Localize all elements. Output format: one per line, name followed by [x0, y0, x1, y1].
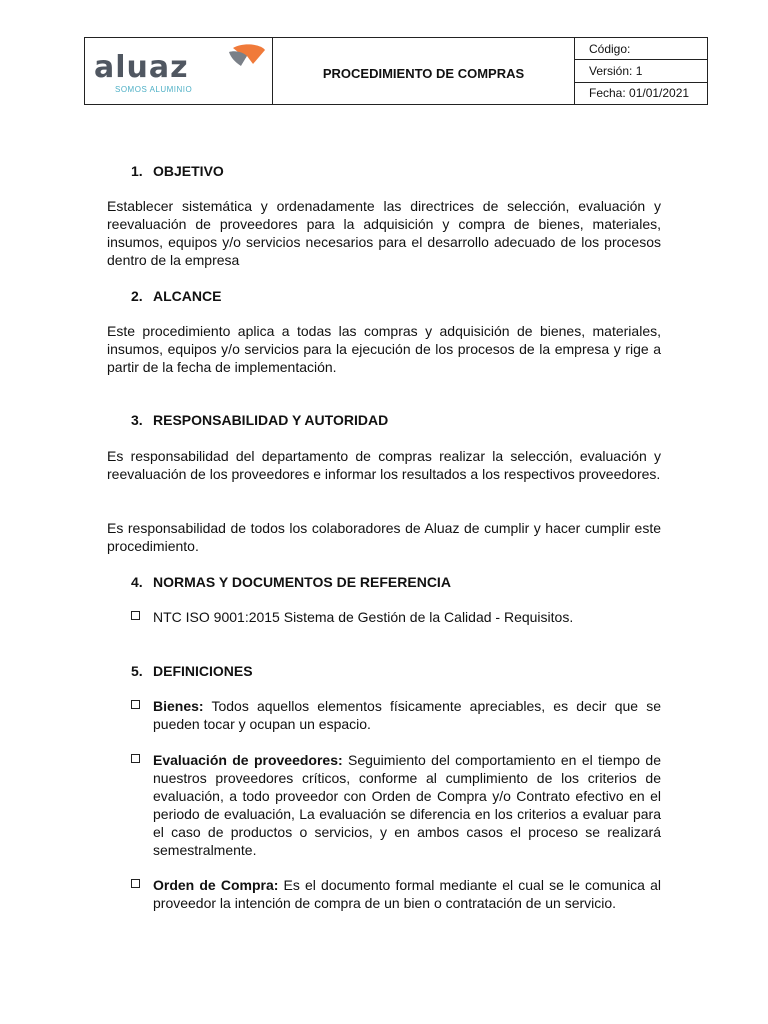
fecha-field: Fecha: 01/01/2021 [589, 86, 690, 101]
objetivo-paragraph: Establecer sistemática y ordenadamente las directrices de selección, evaluación y reevaluación de proveedores para la adquisición y compra de bienes, materiales, insumos, equipos y/o servicios necesarios para el desarrollo adecuado de los procesos dentro de la empresa [107, 198, 661, 268]
section-heading-definiciones: 5. DEFINICIONES [131, 663, 253, 679]
definition-term: Orden de Compra: [153, 877, 279, 893]
company-logo [85, 38, 273, 104]
document-header [84, 37, 708, 105]
responsabilidad-paragraph-1: Es responsabilidad del departamento de compras realizar la selección, evaluación y reevaluación de los proveedores e informar los resultados a los respectivos proveedores. [107, 448, 661, 482]
codigo-field: Código: [575, 38, 707, 60]
definition-text: Es el documento formal mediante el cual se le comunica al proveedor la intención de compra de un bien o contratación de un servicio. [153, 877, 661, 911]
section-heading-objetivo: 1. OBJETIVO [131, 163, 224, 179]
logo-mark-icon [227, 44, 267, 70]
checkbox-bullet-icon [131, 879, 140, 888]
logo-tagline: SOMOS ALUMINIO [115, 85, 193, 94]
checkbox-bullet-icon [131, 700, 140, 709]
document-title: PROCEDIMIENTO DE COMPRAS [273, 38, 575, 104]
responsabilidad-paragraph-2: Es responsabilidad de todos los colaboradores de Aluaz de cumplir y hacer cumplir este procedimiento. [107, 520, 661, 554]
definition-term: Bienes: [153, 698, 204, 714]
definition-term: Evaluación de proveedores: [153, 752, 343, 768]
alcance-paragraph: Este procedimiento aplica a todas las compras y adquisición de bienes, materiales, insumos, equipos y/o servicios para la ejecución de los procesos de la empresa y rige a partir de la fecha de implementación. [107, 323, 661, 375]
definition-text: Seguimiento del comportamiento en el tiempo de nuestros proveedores críticos, conforme al cumplimiento de los criterios de evaluación, a todo proveedor con Orden de Compra y/o Contrato efectivo en el periodo de evaluación, La evaluación se diferencia en los criterios a evaluar para el caso de productos o servicios, y en ambos casos el proceso se realizará semestralmente. [153, 752, 661, 858]
logo-text: aluaz [94, 50, 189, 85]
checkbox-bullet-icon [131, 754, 140, 763]
definition-item [131, 697, 661, 733]
section-heading-alcance: 2. ALCANCE [131, 288, 222, 304]
definition-text: Todos aquellos elementos físicamente apreciables, es decir que se pueden tocar y ocupan un espacio. [153, 698, 661, 732]
section-heading-responsabilidad: 3. RESPONSABILIDAD Y AUTORIDAD [131, 412, 389, 428]
checkbox-bullet-icon [131, 611, 140, 620]
version-field: Versión: 1 [575, 60, 707, 82]
section-heading-normas: 4. NORMAS Y DOCUMENTOS DE REFERENCIA [131, 574, 451, 590]
document-meta [575, 38, 707, 104]
normas-list-item: NTC ISO 9001:2015 Sistema de Gestión de la Calidad - Requisitos. [131, 608, 661, 626]
definition-item [131, 751, 661, 859]
definition-item [131, 876, 661, 912]
